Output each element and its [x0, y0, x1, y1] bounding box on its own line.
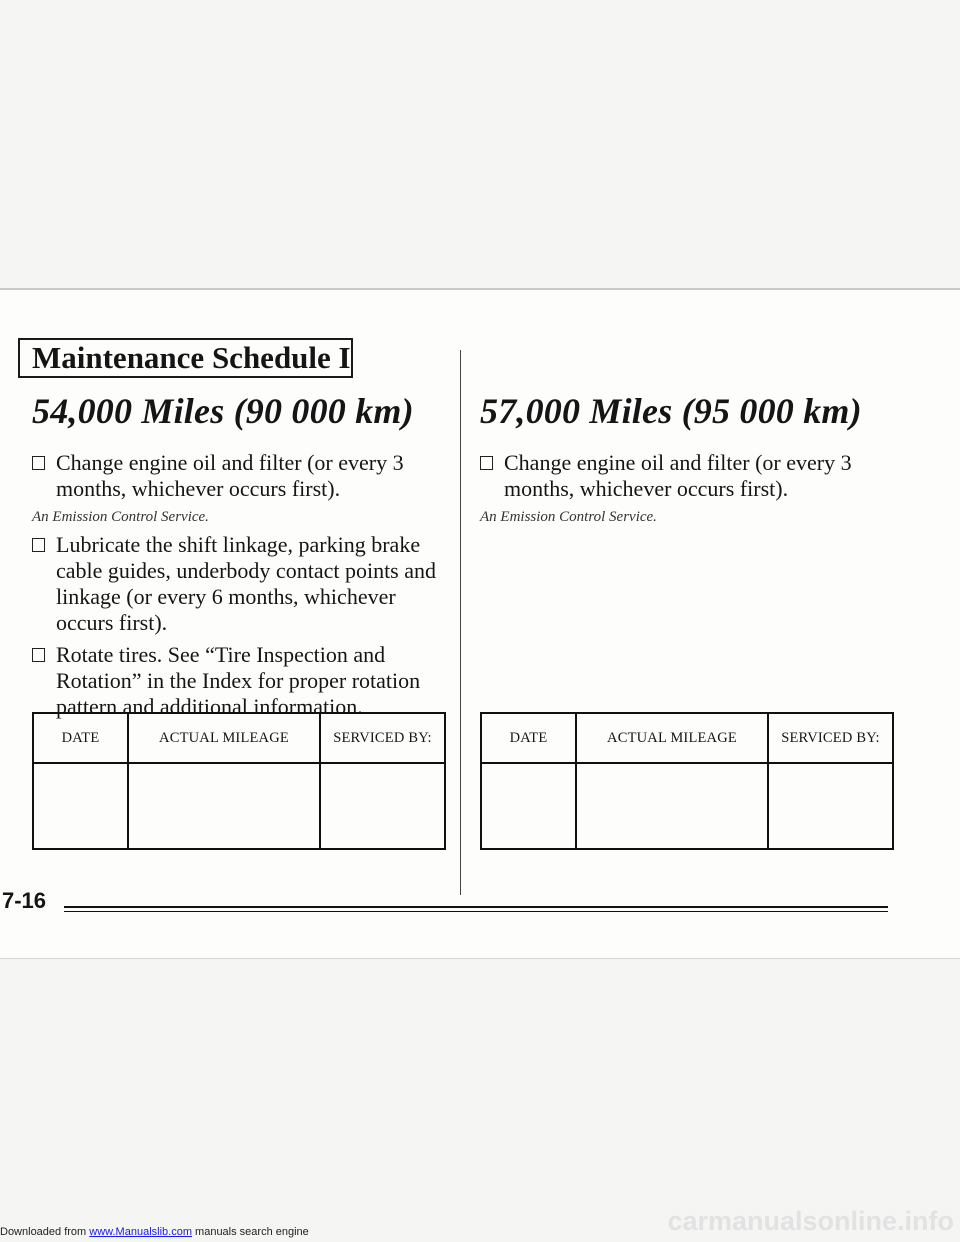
download-prefix: Downloaded from: [0, 1226, 90, 1238]
table-row: [33, 763, 445, 849]
column-header-date: DATE: [33, 713, 128, 763]
column-header-date: DATE: [481, 713, 576, 763]
column-header-mileage: ACTUAL MILEAGE: [576, 713, 768, 763]
service-record-table: [32, 712, 446, 850]
mileage-cell[interactable]: [128, 763, 320, 849]
emission-note: An Emission Control Service.: [480, 509, 657, 525]
footer-rule: [64, 906, 888, 908]
checklist-item-text: Change engine oil and filter (or every 3 months, whichever occurs first).: [56, 450, 404, 501]
checklist-item-text: Rotate tires. See “Tire Inspection and Rotation” in the Index for proper rotation pattern and additional information.: [56, 642, 421, 719]
checkbox[interactable]: [480, 456, 493, 470]
left-checklist: [32, 450, 444, 726]
checkbox[interactable]: [32, 456, 45, 470]
download-credit: [0, 1226, 309, 1238]
download-suffix: manuals search engine: [191, 1226, 309, 1238]
serviced-by-cell[interactable]: [320, 763, 445, 849]
checklist-item: [480, 450, 892, 502]
checklist-item-text: Lubricate the shift linkage, parking brake cable guides, underbody contact points and linkage (or every 6 months, whichever occurs first).: [56, 532, 437, 635]
column-header-serviced-by: SERVICED BY:: [320, 713, 445, 763]
right-checklist: [480, 450, 892, 532]
page-number: 7-16: [2, 888, 47, 913]
checkbox[interactable]: [32, 538, 45, 552]
checklist-item: [32, 642, 444, 720]
table-row: [481, 763, 893, 849]
table-header-row: [33, 713, 445, 763]
watermark: carmanualsonline.info: [667, 1206, 954, 1236]
manual-page: [0, 288, 960, 959]
manualslib-link[interactable]: www.Manualslib.com: [89, 1226, 192, 1238]
emission-note: An Emission Control Service.: [32, 509, 209, 525]
checklist-item: [32, 450, 444, 502]
table-header-row: [481, 713, 893, 763]
column-header-serviced-by: SERVICED BY:: [768, 713, 893, 763]
checklist-item-text: Change engine oil and filter (or every 3 months, whichever occurs first).: [504, 450, 852, 501]
footer-rule-thin: [64, 911, 888, 912]
checkbox[interactable]: [32, 648, 45, 662]
service-record-table: [480, 712, 894, 850]
mileage-cell[interactable]: [576, 763, 768, 849]
column-divider: [460, 350, 461, 895]
serviced-by-cell[interactable]: [768, 763, 893, 849]
section-title: Maintenance Schedule I: [18, 338, 353, 378]
date-cell[interactable]: [481, 763, 576, 849]
interval-heading-54000: 54,000 Miles (90 000 km): [32, 391, 414, 431]
interval-heading-57000: 57,000 Miles (95 000 km): [480, 391, 862, 431]
checklist-item: [32, 532, 444, 636]
column-header-mileage: ACTUAL MILEAGE: [128, 713, 320, 763]
date-cell[interactable]: [33, 763, 128, 849]
